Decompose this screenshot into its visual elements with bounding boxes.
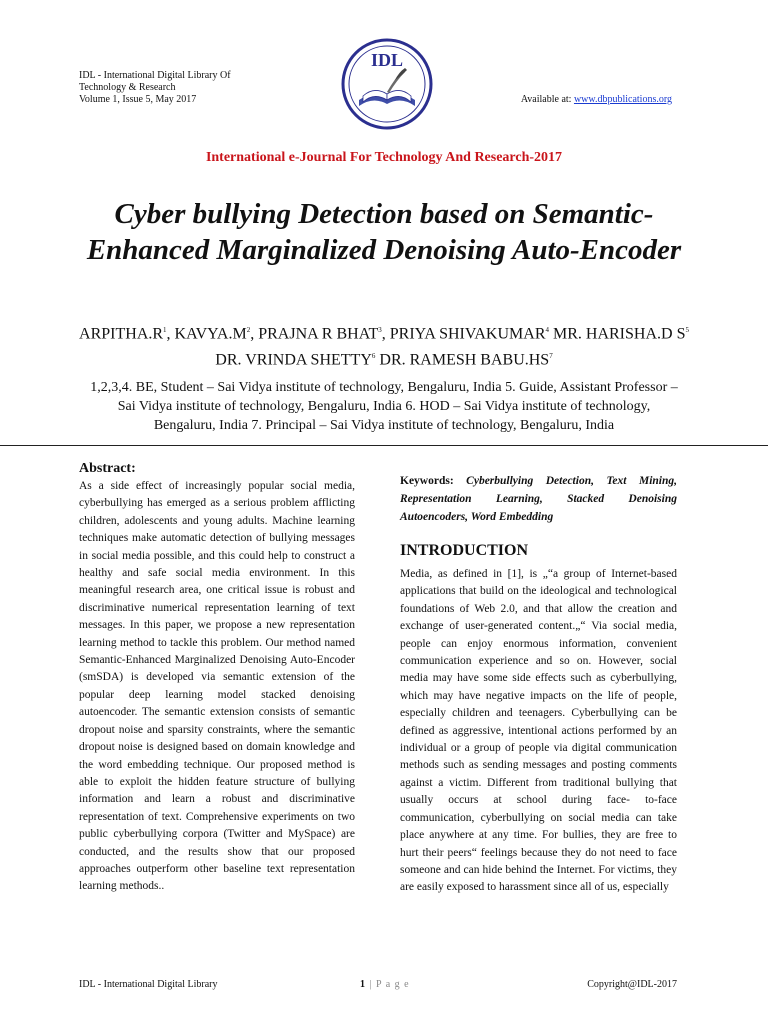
author-name: DR. VRINDA SHETTY xyxy=(215,351,372,369)
header-line-1: IDL - International Digital Library Of xyxy=(79,70,231,81)
author-index: 5 xyxy=(685,326,689,334)
author-name: DR. RAMESH BABU.HS xyxy=(375,351,550,369)
page-word: P a g e xyxy=(376,979,410,990)
author-index: 2 xyxy=(246,326,251,334)
idl-logo xyxy=(341,38,433,130)
journal-name: International e-Journal For Technology And Research-2017 xyxy=(205,150,563,165)
section-divider xyxy=(0,445,768,446)
keywords-label: Keywords: xyxy=(400,475,454,487)
page-number-value: 1 xyxy=(360,979,366,990)
keywords-list: Cyberbullying Detection, Text Mining, Representation Learning, Stacked Denoising Autoencoders, Word Embedding xyxy=(400,475,678,523)
paper-title: Cyber bullying Detection based on Semantic-Enhanced Marginalized Denoising Auto-Encoder xyxy=(86,198,682,266)
author-index: 1 xyxy=(163,326,167,334)
header-volume: Volume 1, Issue 5, May 2017 xyxy=(79,94,197,105)
page-separator: | xyxy=(366,979,377,990)
abstract-heading-text: Abstract xyxy=(79,461,132,476)
header-journal-info xyxy=(79,70,231,106)
author-list xyxy=(70,319,698,372)
header-line-2: Technology & Research xyxy=(79,82,176,93)
author-index: 7 xyxy=(549,352,553,361)
author-index: 6 xyxy=(371,352,376,361)
affiliations: 1,2,3,4. BE, Student – Sai Vidya institute of technology, Bengaluru, India 5. Guide, Assistant Professor – Sai Vidya institute of technology, Bengaluru, India 6. HOD – Sai Vidya institute of technology, Bengaluru, India 7. Principal – Sai Vidya institute of technology, Bengaluru, India xyxy=(90,380,678,433)
abstract-heading xyxy=(79,461,136,477)
author-name: MR. HARISHA.D S xyxy=(549,325,686,343)
publisher-link[interactable]: www.dbpublications.org xyxy=(573,94,672,105)
author-index: 4 xyxy=(545,326,549,334)
logo-text: IDL xyxy=(370,50,404,70)
available-label: Available at: xyxy=(520,94,574,105)
keywords-block xyxy=(400,472,677,526)
page-number xyxy=(360,979,410,990)
availability-note xyxy=(521,94,672,105)
abstract-heading-colon: : xyxy=(131,461,136,476)
author-name: ARPITHA.R xyxy=(79,325,164,343)
abstract-body: As a side effect of increasingly popular social media, cyberbullying has emerged as a serious problem afflicting children, adolescents and young adults. Machine learning techniques make automatic detection of bullying messages in social media possible, and this could help to construct a healthy and safe social media environment. In this meaningful research area, one critical issue is robust and discriminative numerical representation learning of text messages. In this paper, we propose a new representation learning method to tackle this problem. Our method named Semantic-Enhanced Marginalized Denoising Auto-Encoder (smSDA) is developed via semantic extension of the popular deep learning model stacked denoising autoencoder. The semantic extension consists of semantic dropout noise and sparsity constraints, where the semantic dropout noise is designed based on domain knowledge and the word embedding technique. Our proposed method is able to exploit the hidden feature structure of bullying information and learn a robust and discriminative representation of text. Comprehensive experiments on two public cyberbullying corpora (Twitter and MySpace) are conducted, and the results show that our proposed approaches outperform other baseline text representation learning methods.. xyxy=(79,480,355,893)
introduction-heading: INTRODUCTION xyxy=(400,542,529,559)
footer-copyright: Copyright@IDL-2017 xyxy=(587,979,677,990)
author-name: , KAVYA.M xyxy=(166,325,247,343)
author-name: , PRIYA SHIVAKUMAR xyxy=(381,325,546,343)
footer-left: IDL - International Digital Library xyxy=(79,979,218,990)
introduction-body: Media, as defined in [1], is „“a group of Internet-based applications that build on the ideological and technological foundations of Web 2.0, and that allow the creation and exchange of user-generated content.„“ Via social media, people can enjoy enormous information, convenient communication experience and so on. However, social media may have some side effects such as cyberbullying, which may have negative impacts on the life of people, especially children and teenagers. Cyberbullying can be defined as aggressive, intentional actions performed by an individual or a group of people via digital communication methods such as sending messages and posting comments against a victim. Different from traditional bullying that usually occurs at school during face- to-face communication, cyberbullying on social media can take place anywhere at any time. For bullies, they are free to hurt their peers“ feelings because they do not need to face someone and can hide behind the Internet. For victims, they are easily exposed to harassment since all of us, especially xyxy=(400,568,677,894)
author-name: , PRAJNA R BHAT xyxy=(250,325,379,343)
author-index: 3 xyxy=(378,326,382,334)
